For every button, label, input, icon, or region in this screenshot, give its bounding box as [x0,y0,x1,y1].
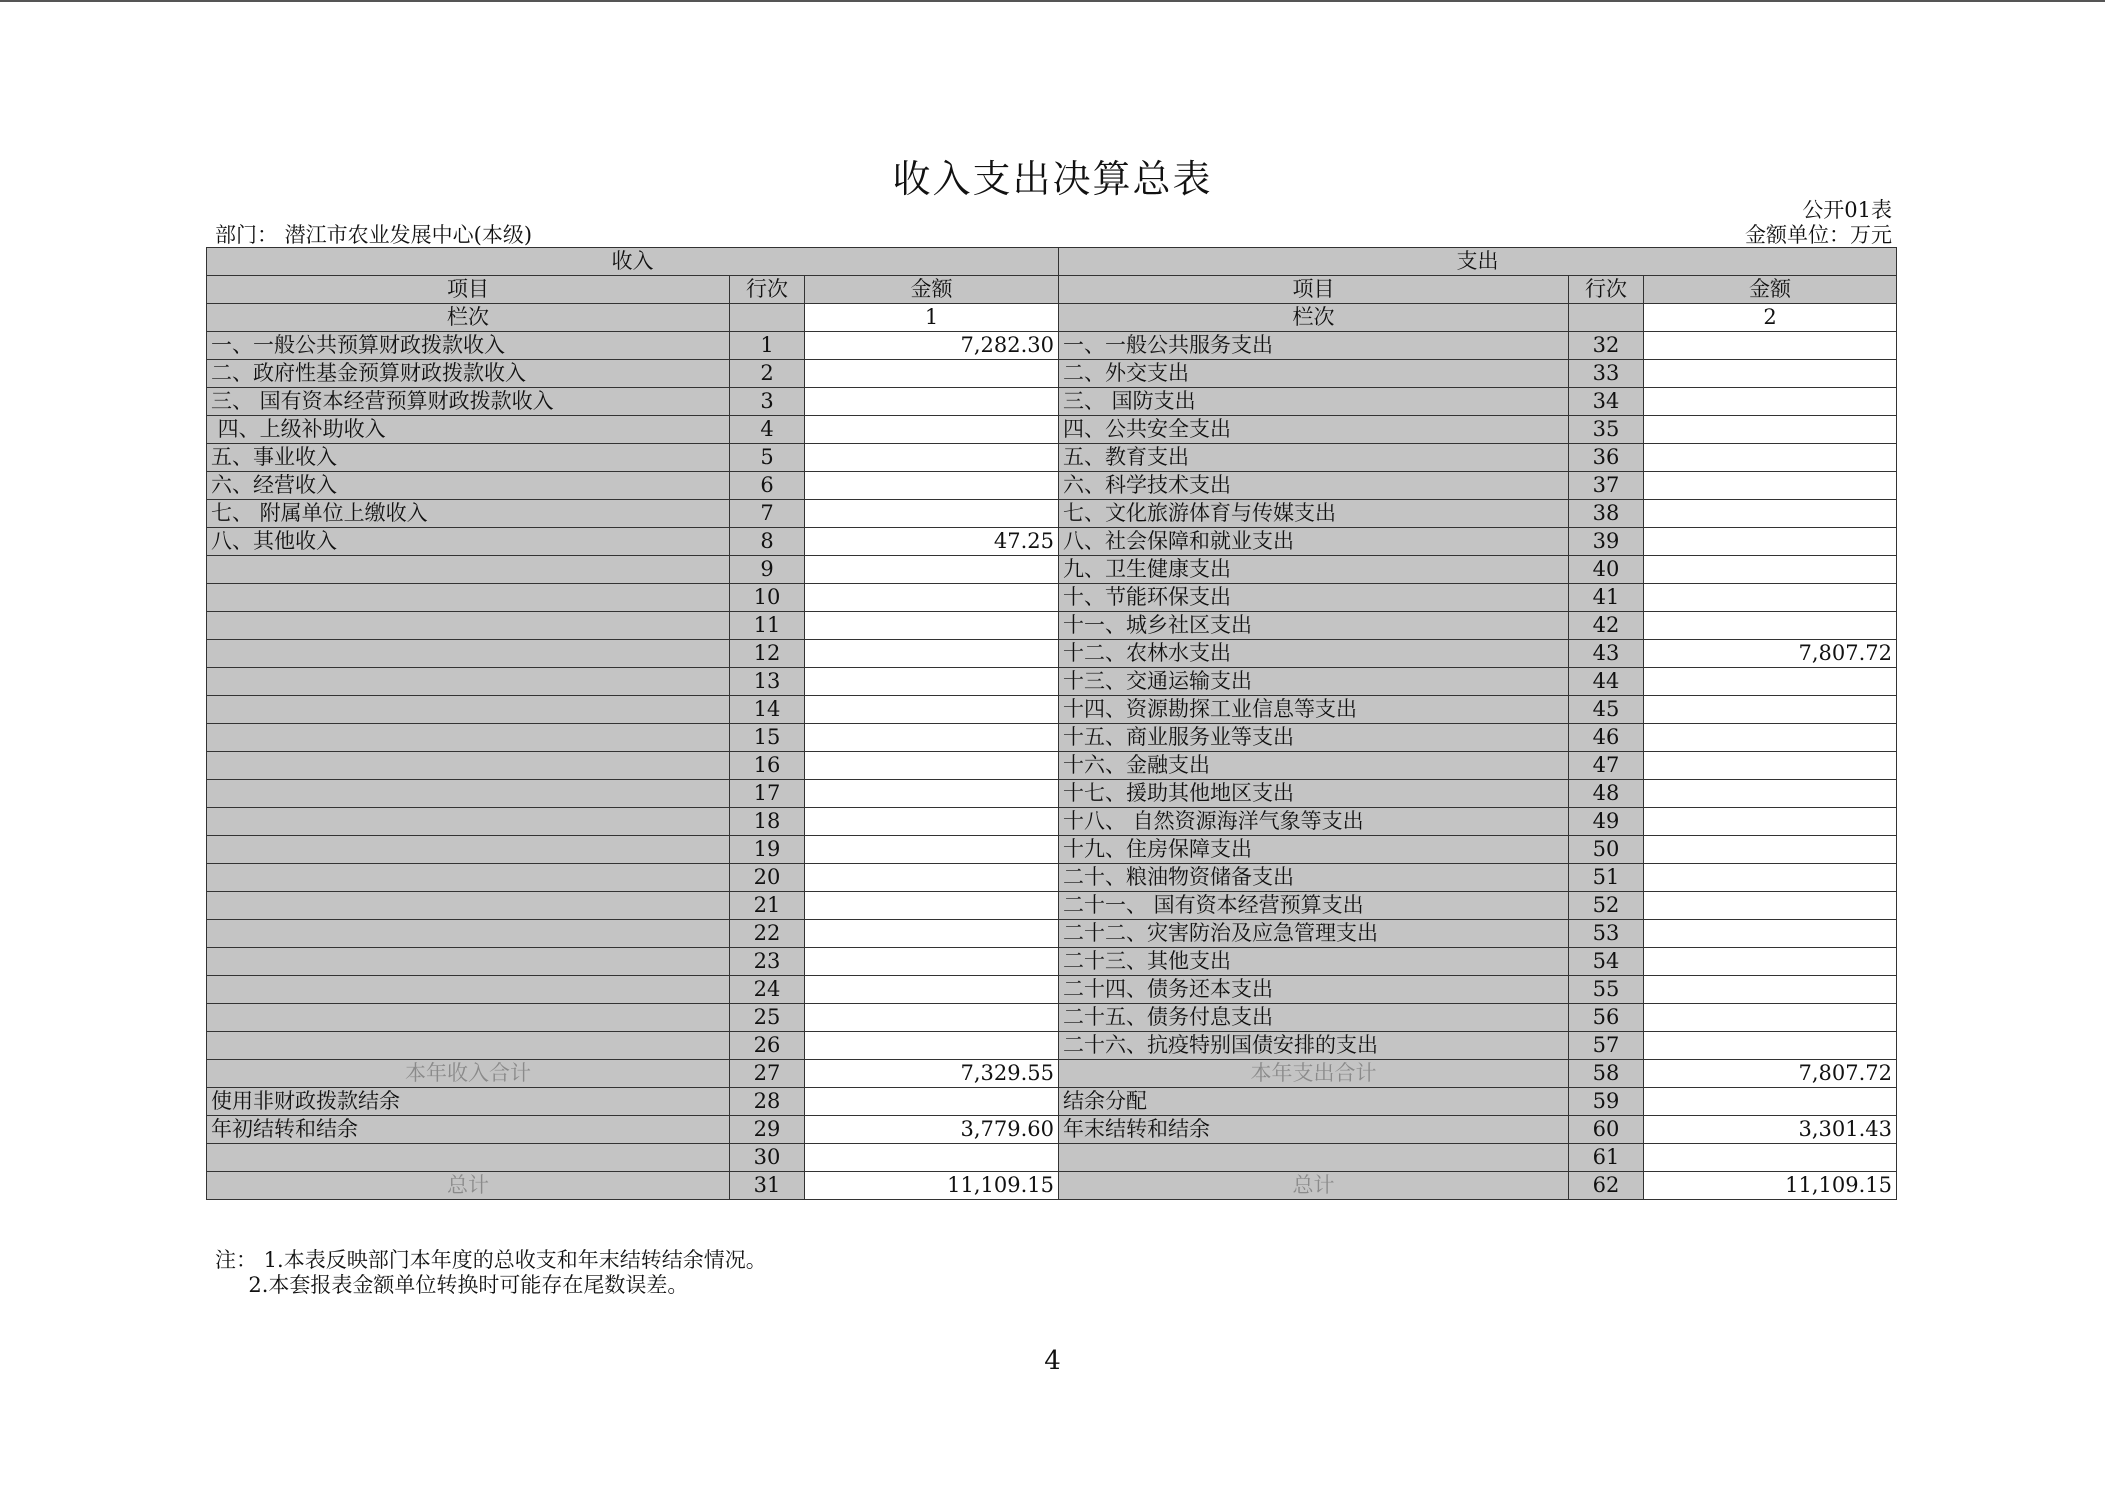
expense-item-cell: 结余分配 [1059,1088,1569,1116]
income-column-label: 栏次 [207,304,730,332]
expense-row-no-cell: 44 [1569,668,1644,696]
table-row [207,388,1897,416]
expense-column-label: 栏次 [1059,304,1569,332]
income-amount-cell [805,416,1059,444]
table-row [207,668,1897,696]
income-item-cell [207,556,730,584]
expense-amount-cell [1644,556,1897,584]
expense-amount-cell [1644,836,1897,864]
note-line-1: 注： 1.本表反映部门本年度的总收支和年末结转结余情况。 [215,1248,767,1272]
income-item-cell [207,696,730,724]
expense-item-cell: 二十四、债务还本支出 [1059,976,1569,1004]
table-row [207,976,1897,1004]
expense-amount-cell [1644,752,1897,780]
table-row [207,444,1897,472]
expense-row-no-cell: 38 [1569,500,1644,528]
income-amount-cell [805,444,1059,472]
income-row-no-cell: 12 [730,640,805,668]
income-amount-cell [805,360,1059,388]
expense-amount-cell [1644,444,1897,472]
expense-item-cell: 二十六、抗疫特别国债安排的支出 [1059,1032,1569,1060]
expense-amount-cell [1644,612,1897,640]
table-row [207,892,1897,920]
expense-item-cell: 二十五、债务付息支出 [1059,1004,1569,1032]
form-number: 公开01表 [1802,198,1892,222]
expense-row-no-cell: 47 [1569,752,1644,780]
income-item-cell [207,808,730,836]
income-amount-cell [805,696,1059,724]
income-item-cell [207,668,730,696]
expense-amount-cell [1644,808,1897,836]
income-row-no-cell: 5 [730,444,805,472]
income-amount-cell: 7,282.30 [805,332,1059,360]
income-item-cell [207,920,730,948]
table-row [207,1144,1897,1172]
table-row [207,640,1897,668]
table-row [207,612,1897,640]
income-amount-cell [805,1144,1059,1172]
income-amount-cell [805,836,1059,864]
table-row [207,1060,1897,1088]
page-title: 收入支出决算总表 [892,157,1213,201]
table-row [207,1172,1897,1200]
income-amount-cell [805,752,1059,780]
income-amount-cell [805,864,1059,892]
table-row [207,360,1897,388]
expense-amount-cell: 7,807.72 [1644,1060,1897,1088]
expense-amount-cell [1644,864,1897,892]
expense-row-no-cell: 53 [1569,920,1644,948]
income-expense-table [206,247,1897,1200]
expense-amount-cell [1644,668,1897,696]
income-amount-cell [805,724,1059,752]
expense-item-cell: 年末结转和结余 [1059,1116,1569,1144]
income-amount-cell: 11,109.15 [805,1172,1059,1200]
table-row [207,696,1897,724]
table-row [207,920,1897,948]
income-item-cell: 总计 [207,1172,730,1200]
income-row-no-cell: 15 [730,724,805,752]
income-section-header: 收入 [207,248,1059,276]
income-item-cell [207,892,730,920]
income-amount-cell [805,808,1059,836]
expense-item-cell: 二十一、 国有资本经营预算支出 [1059,892,1569,920]
income-row-no-cell: 14 [730,696,805,724]
income-amount-cell [805,1004,1059,1032]
expense-item-cell: 六、科学技术支出 [1059,472,1569,500]
expense-item-cell: 十、节能环保支出 [1059,584,1569,612]
income-item-cell [207,584,730,612]
expense-amount-cell: 3,301.43 [1644,1116,1897,1144]
expense-amount-cell [1644,332,1897,360]
income-row-no-cell: 9 [730,556,805,584]
expense-row-no-cell: 32 [1569,332,1644,360]
income-row-no-cell: 26 [730,1032,805,1060]
expense-amount-cell [1644,892,1897,920]
expense-row-no-cell: 43 [1569,640,1644,668]
income-item-cell [207,780,730,808]
income-amount-cell: 7,329.55 [805,1060,1059,1088]
table-row [207,724,1897,752]
expense-item-cell: 二、外交支出 [1059,360,1569,388]
expense-item-cell: 十九、住房保障支出 [1059,836,1569,864]
table-row [207,528,1897,556]
section-header-row [207,248,1897,276]
income-row-no-cell: 30 [730,1144,805,1172]
table-row [207,500,1897,528]
income-amount-cell [805,780,1059,808]
expense-amount-cell [1644,1088,1897,1116]
expense-item-cell [1059,1144,1569,1172]
income-item-cell [207,752,730,780]
expense-row-no-cell: 57 [1569,1032,1644,1060]
income-amount-cell [805,892,1059,920]
expense-amount-cell [1644,500,1897,528]
expense-row-no-cell: 56 [1569,1004,1644,1032]
expense-row-no-cell: 42 [1569,612,1644,640]
income-amount-cell [805,920,1059,948]
table-row [207,780,1897,808]
table-row [207,752,1897,780]
income-item-cell [207,1032,730,1060]
expense-item-header: 项目 [1059,276,1569,304]
expense-amount-cell [1644,920,1897,948]
income-amount-cell [805,472,1059,500]
income-item-cell: 一、一般公共预算财政拨款收入 [207,332,730,360]
income-item-cell [207,976,730,1004]
expense-amount-cell [1644,976,1897,1004]
table-row [207,1004,1897,1032]
expense-row-no-cell: 55 [1569,976,1644,1004]
expense-amount-cell [1644,528,1897,556]
income-item-cell [207,948,730,976]
income-item-cell [207,1004,730,1032]
expense-row-no-cell: 41 [1569,584,1644,612]
expense-item-cell: 七、文化旅游体育与传媒支出 [1059,500,1569,528]
income-amount-cell [805,668,1059,696]
income-row-no-cell: 8 [730,528,805,556]
income-item-cell: 本年收入合计 [207,1060,730,1088]
expense-item-cell: 二十、粮油物资储备支出 [1059,864,1569,892]
expense-item-cell: 二十二、灾害防治及应急管理支出 [1059,920,1569,948]
expense-item-cell: 四、公共安全支出 [1059,416,1569,444]
income-amount-cell [805,976,1059,1004]
income-row-no-cell: 3 [730,388,805,416]
expense-amount-cell [1644,472,1897,500]
income-row-no-cell: 20 [730,864,805,892]
expense-row-no-cell: 33 [1569,360,1644,388]
expense-row-no-cell: 45 [1569,696,1644,724]
table-row [207,332,1897,360]
income-row-no-cell: 17 [730,780,805,808]
column-index-row [207,304,1897,332]
table-row [207,1116,1897,1144]
expense-item-cell: 十七、援助其他地区支出 [1059,780,1569,808]
income-row-no-cell: 10 [730,584,805,612]
expense-row-no-cell: 52 [1569,892,1644,920]
table-row [207,948,1897,976]
expense-row-no-cell: 49 [1569,808,1644,836]
expense-row-no-cell: 35 [1569,416,1644,444]
expense-amount-cell [1644,388,1897,416]
expense-amount-cell [1644,948,1897,976]
expense-item-cell: 十五、商业服务业等支出 [1059,724,1569,752]
income-item-cell: 二、政府性基金预算财政拨款收入 [207,360,730,388]
income-item-cell [207,640,730,668]
table-row [207,836,1897,864]
expense-row-no-cell: 54 [1569,948,1644,976]
table-row [207,556,1897,584]
income-item-cell: 五、事业收入 [207,444,730,472]
expense-amount-cell [1644,696,1897,724]
table-row [207,808,1897,836]
expense-row-no-cell: 62 [1569,1172,1644,1200]
expense-amount-cell [1644,1004,1897,1032]
expense-item-cell: 一、一般公共服务支出 [1059,332,1569,360]
income-item-cell [207,1144,730,1172]
expense-amount-header: 金额 [1644,276,1897,304]
income-amount-cell [805,1088,1059,1116]
income-row-no-cell: 18 [730,808,805,836]
department-label: 部门： 潜江市农业发展中心(本级) [215,223,533,247]
income-item-cell [207,612,730,640]
income-row-no-cell: 16 [730,752,805,780]
income-row-no-cell: 27 [730,1060,805,1088]
income-row-no-cell: 4 [730,416,805,444]
income-amount-cell [805,640,1059,668]
income-amount-cell [805,556,1059,584]
income-column-index-blank [730,304,805,332]
income-row-no-cell: 21 [730,892,805,920]
income-row-no-header: 行次 [730,276,805,304]
income-item-cell: 年初结转和结余 [207,1116,730,1144]
expense-row-no-header: 行次 [1569,276,1644,304]
table-row [207,864,1897,892]
income-item-cell [207,836,730,864]
income-item-cell: 四、上级补助收入 [207,416,730,444]
expense-item-cell: 十八、 自然资源海洋气象等支出 [1059,808,1569,836]
income-row-no-cell: 6 [730,472,805,500]
income-amount-cell: 47.25 [805,528,1059,556]
table-row [207,416,1897,444]
expense-row-no-cell: 34 [1569,388,1644,416]
income-amount-cell [805,388,1059,416]
expense-row-no-cell: 60 [1569,1116,1644,1144]
expense-row-no-cell: 51 [1569,864,1644,892]
income-item-cell: 七、 附属单位上缴收入 [207,500,730,528]
expense-row-no-cell: 48 [1569,780,1644,808]
expense-item-cell: 十一、城乡社区支出 [1059,612,1569,640]
expense-row-no-cell: 37 [1569,472,1644,500]
income-amount-cell [805,612,1059,640]
income-item-cell: 八、其他收入 [207,528,730,556]
expense-row-no-cell: 36 [1569,444,1644,472]
income-amount-cell: 3,779.60 [805,1116,1059,1144]
expense-item-cell: 本年支出合计 [1059,1060,1569,1088]
expense-item-cell: 五、教育支出 [1059,444,1569,472]
income-row-no-cell: 11 [730,612,805,640]
table-row [207,1088,1897,1116]
expense-amount-cell [1644,416,1897,444]
income-item-cell [207,724,730,752]
expense-section-header: 支出 [1059,248,1897,276]
expense-amount-cell [1644,1032,1897,1060]
income-item-cell: 使用非财政拨款结余 [207,1088,730,1116]
expense-amount-cell [1644,780,1897,808]
income-row-no-cell: 23 [730,948,805,976]
income-amount-cell [805,948,1059,976]
expense-item-cell: 三、 国防支出 [1059,388,1569,416]
income-amount-header: 金额 [805,276,1059,304]
income-row-no-cell: 7 [730,500,805,528]
income-row-no-cell: 31 [730,1172,805,1200]
income-amount-cell [805,584,1059,612]
income-amount-cell [805,1032,1059,1060]
note-line-2: 2.本套报表金额单位转换时可能存在尾数误差。 [215,1273,689,1297]
expense-row-no-cell: 46 [1569,724,1644,752]
income-item-header: 项目 [207,276,730,304]
income-column-index: 1 [805,304,1059,332]
income-row-no-cell: 2 [730,360,805,388]
column-header-row [207,276,1897,304]
expense-amount-cell [1644,724,1897,752]
income-amount-cell [805,500,1059,528]
expense-item-cell: 十四、资源勘探工业信息等支出 [1059,696,1569,724]
page-number: 4 [1044,1346,1061,1376]
expense-amount-cell [1644,360,1897,388]
income-item-cell [207,864,730,892]
income-row-no-cell: 22 [730,920,805,948]
table-row [207,472,1897,500]
expense-item-cell: 十二、农林水支出 [1059,640,1569,668]
amount-unit-label: 金额单位：万元 [1745,223,1892,247]
expense-amount-cell [1644,1144,1897,1172]
income-row-no-cell: 13 [730,668,805,696]
expense-item-cell: 九、卫生健康支出 [1059,556,1569,584]
expense-amount-cell: 11,109.15 [1644,1172,1897,1200]
expense-item-cell: 二十三、其他支出 [1059,948,1569,976]
income-item-cell: 六、经营收入 [207,472,730,500]
expense-row-no-cell: 58 [1569,1060,1644,1088]
expense-item-cell: 十六、金融支出 [1059,752,1569,780]
income-row-no-cell: 1 [730,332,805,360]
table-row [207,584,1897,612]
income-row-no-cell: 29 [730,1116,805,1144]
expense-row-no-cell: 40 [1569,556,1644,584]
income-row-no-cell: 28 [730,1088,805,1116]
expense-item-cell: 总计 [1059,1172,1569,1200]
expense-row-no-cell: 61 [1569,1144,1644,1172]
expense-amount-cell [1644,584,1897,612]
expense-amount-cell: 7,807.72 [1644,640,1897,668]
income-row-no-cell: 24 [730,976,805,1004]
expense-item-cell: 八、社会保障和就业支出 [1059,528,1569,556]
income-row-no-cell: 25 [730,1004,805,1032]
income-item-cell: 三、 国有资本经营预算财政拨款收入 [207,388,730,416]
expense-row-no-cell: 59 [1569,1088,1644,1116]
expense-column-index: 2 [1644,304,1897,332]
income-row-no-cell: 19 [730,836,805,864]
table-row [207,1032,1897,1060]
expense-row-no-cell: 50 [1569,836,1644,864]
page-top-border [0,0,2105,2]
expense-row-no-cell: 39 [1569,528,1644,556]
expense-column-index-blank [1569,304,1644,332]
expense-item-cell: 十三、交通运输支出 [1059,668,1569,696]
